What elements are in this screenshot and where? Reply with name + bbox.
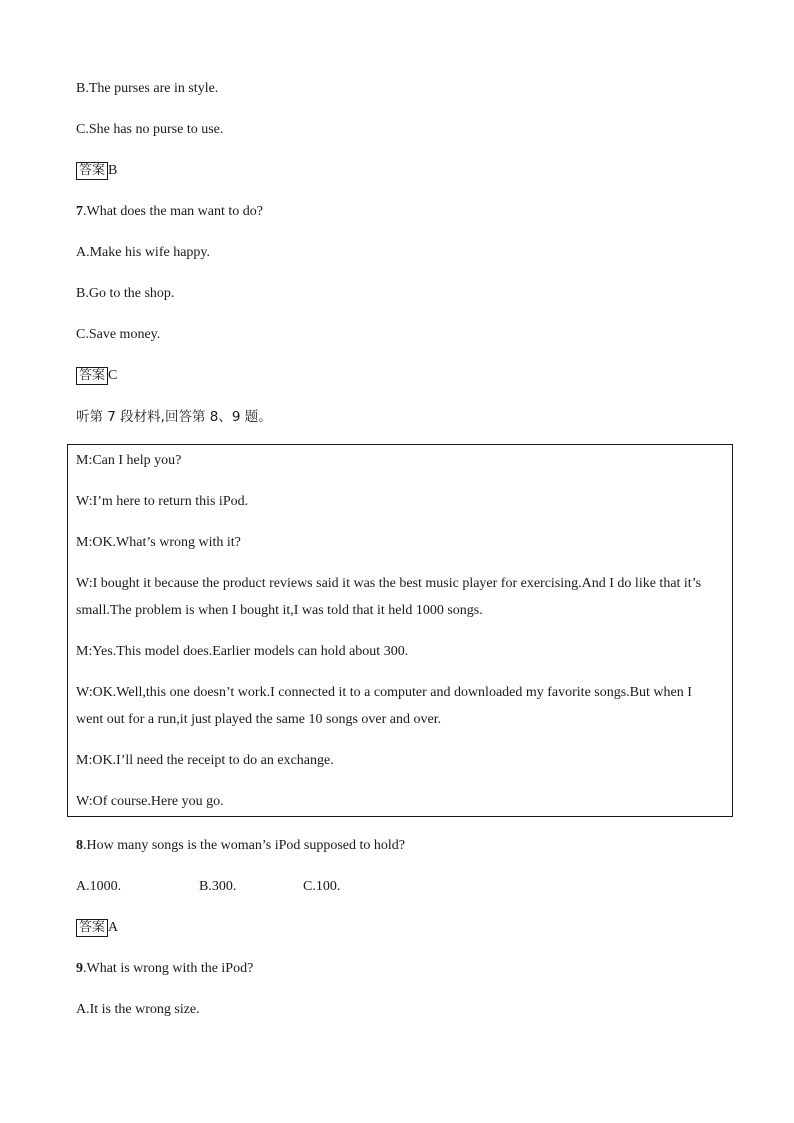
question-text: .How many songs is the woman’s iPod supposed to hold? bbox=[83, 838, 405, 853]
transcript-line: M:OK.I’ll need the receipt to do an exchange. bbox=[76, 753, 334, 768]
question-text: .What is wrong with the iPod? bbox=[83, 961, 254, 976]
question-text: .What does the man want to do? bbox=[83, 204, 264, 219]
answer-label: 答案 bbox=[76, 919, 108, 937]
q8-options bbox=[76, 878, 340, 896]
transcript-line: W:I’m here to return this iPod. bbox=[76, 494, 249, 509]
question-number: 8 bbox=[76, 838, 83, 853]
answer-value: B bbox=[108, 163, 118, 178]
q8-answer bbox=[76, 919, 118, 937]
transcript-line: small.The problem is when I bought it,I was told that it held 1000 songs. bbox=[76, 603, 483, 618]
answer-label: 答案 bbox=[76, 367, 108, 385]
question-number: 9 bbox=[76, 961, 83, 976]
q7-option-c: C.Save money. bbox=[76, 327, 161, 342]
q6-answer bbox=[76, 162, 117, 180]
q7-option-b: B.Go to the shop. bbox=[76, 286, 175, 301]
transcript-line: W:OK.Well,this one doesn’t work.I connected it to a computer and downloaded my favorite songs.But when I bbox=[76, 685, 692, 700]
transcript-line: M:OK.What’s wrong with it? bbox=[76, 535, 241, 550]
section-heading: 听第 7 段材料,回答第 8、9 题。 bbox=[76, 409, 272, 425]
q7-answer bbox=[76, 367, 117, 385]
q9-question bbox=[76, 960, 253, 978]
transcript-line: M:Yes.This model does.Earlier models can hold about 300. bbox=[76, 644, 409, 659]
transcript-line: M:Can I help you? bbox=[76, 453, 182, 468]
q8-question bbox=[76, 837, 405, 855]
q8-option-b: B.300. bbox=[199, 879, 237, 894]
answer-value: C bbox=[108, 368, 118, 383]
transcript-line: W:Of course.Here you go. bbox=[76, 794, 224, 809]
q6-option-c: C.She has no purse to use. bbox=[76, 122, 224, 137]
answer-label: 答案 bbox=[76, 162, 108, 180]
answer-value: A bbox=[108, 920, 119, 935]
q8-option-a: A.1000. bbox=[76, 879, 122, 894]
question-number: 7 bbox=[76, 204, 83, 219]
transcript-line: went out for a run,it just played the same 10 songs over and over. bbox=[76, 712, 442, 727]
q9-option-a: A.It is the wrong size. bbox=[76, 1002, 200, 1017]
q7-question bbox=[76, 203, 263, 221]
q7-option-a: A.Make his wife happy. bbox=[76, 245, 211, 260]
q6-option-b: B.The purses are in style. bbox=[76, 81, 219, 96]
transcript-box bbox=[67, 444, 733, 817]
transcript-line: W:I bought it because the product reviews said it was the best music player for exercising.And I do like that it’s bbox=[76, 576, 702, 591]
q8-option-c: C.100. bbox=[303, 879, 341, 894]
